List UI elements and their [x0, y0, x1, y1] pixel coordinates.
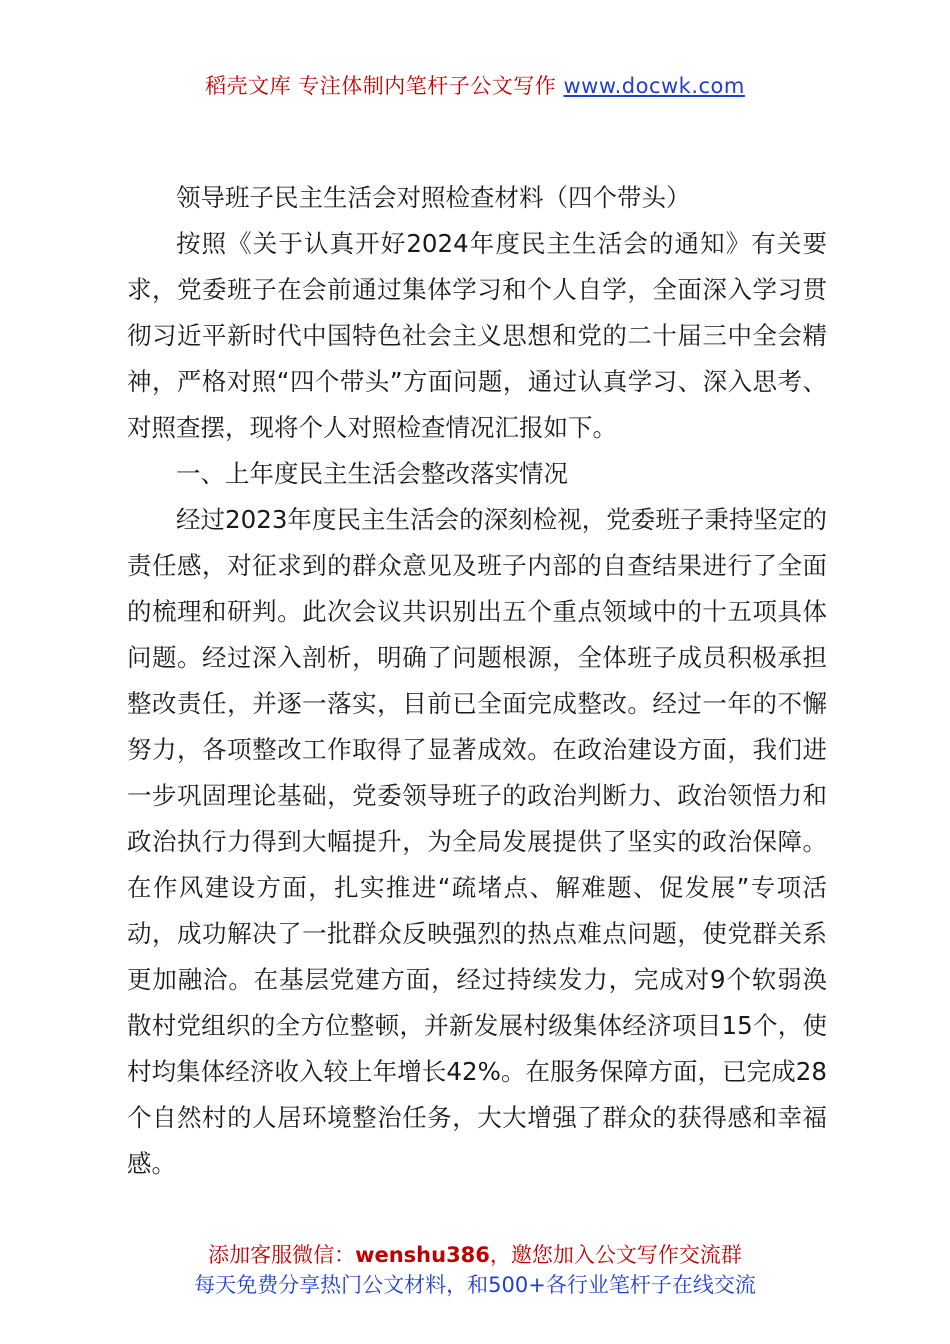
- header-url-link[interactable]: www.docwk.com: [563, 74, 745, 98]
- paragraph-section-1: 经过2023年度民主生活会的深刻检视，党委班子秉持坚定的责任感，对征求到的群众意见及班子内部的自查结果进行了全面的梳理和研判。此次会议共识别出五个重点领域中的十五项具体问题。经过深入剖析，明确了问题根源，全体班子成员积极承担整改责任，并逐一落实，目前已全面完成整改。经过一年的不懈努力，各项整改工作取得了显著成效。在政治建设方面，我们进一步巩固理论基础，党委领导班子的政治判断力、政治领悟力和政治执行力得到大幅提升，为全局发展提供了坚实的政治保障。在作风建设方面，扎实推进“疏堵点、解难题、促发展”专项活动，成功解决了一批群众反映强烈的热点难点问题，使党群关系更加融洽。在基层党建方面，经过持续发力，完成对9个软弱涣散村党组织的全方位整顿，并新发展村级集体经济项目15个，使村均集体经济收入较上年增长42%。在服务保障方面，已完成28个自然村的人居环境整治任务，大大增强了群众的获得感和幸福感。: [127, 505, 827, 1178]
- footer-prefix: 添加客服微信：: [208, 1243, 356, 1267]
- footer-suffix: ，邀您加入公文写作交流群: [489, 1243, 742, 1267]
- page-header: [0, 70, 950, 100]
- wechat-id: wenshu386: [355, 1243, 490, 1267]
- document-title: 领导班子民主生活会对照检查材料（四个带头）: [176, 183, 691, 212]
- section-heading-1: 一、上年度民主生活会整改落实情况: [176, 459, 568, 488]
- document-body: [127, 175, 827, 1187]
- footer-contact-line: [0, 1240, 950, 1270]
- page-footer: [0, 1240, 950, 1300]
- footer-promo-line: 每天免费分享热门公文材料，和500+各行业笔杆子在线交流: [194, 1273, 756, 1297]
- paragraph-intro: 按照《关于认真开好2024年度民主生活会的通知》有关要求，党委班子在会前通过集体学习和个人自学，全面深入学习贯彻习近平新时代中国特色社会主义思想和党的二十届三中全会精神，严格对照“四个带头”方面问题，通过认真学习、深入思考、对照查摆，现将个人对照检查情况汇报如下。: [127, 229, 827, 442]
- header-brand: 稻壳文库 专注体制内笔杆子公文写作: [205, 74, 557, 98]
